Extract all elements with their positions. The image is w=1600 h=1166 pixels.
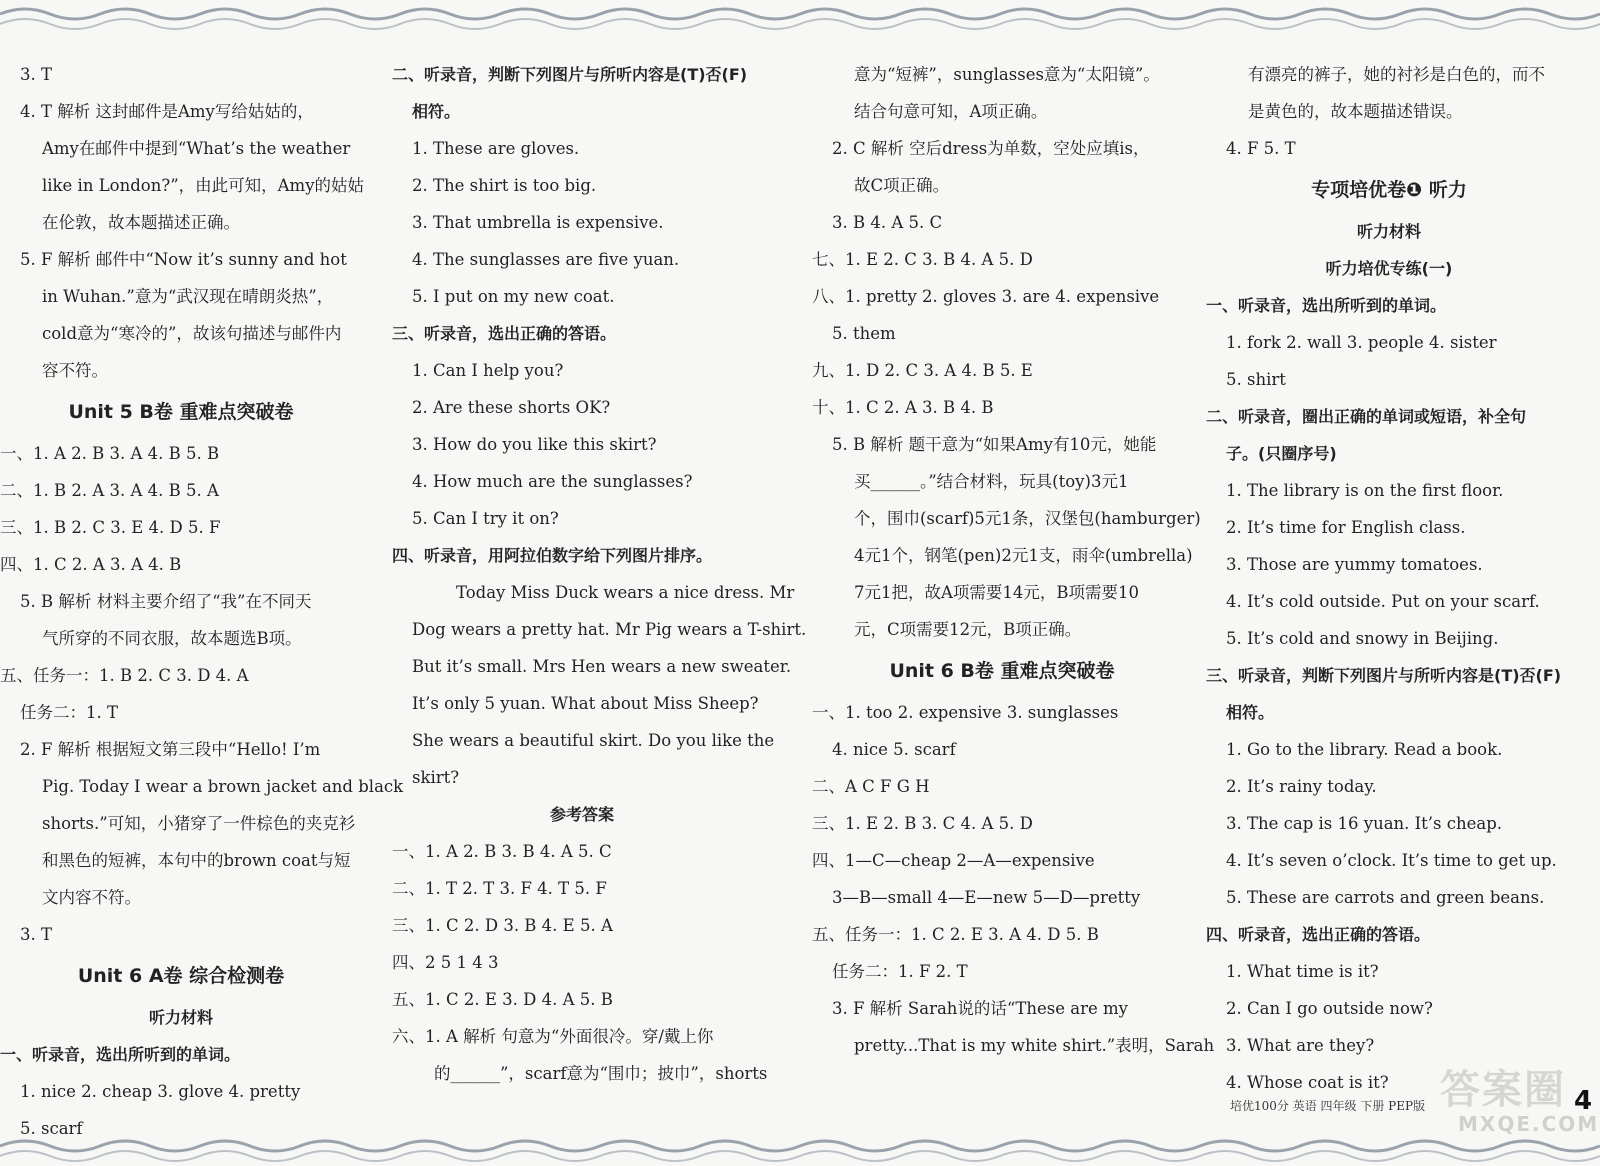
answer-line: 5. Can I try it on? <box>412 509 559 528</box>
answer-line: 1. What time is it? <box>1226 962 1379 981</box>
answer-line: 3. How do you like this skirt? <box>412 435 657 454</box>
section-instruction: 一、听录音，选出所听到的单词。 <box>0 1045 241 1064</box>
answer-line: 二、1. T 2. T 3. F 4. T 5. F <box>392 879 607 898</box>
answer-line: 4. F 5. T <box>1226 139 1296 158</box>
answer-line: 买______。”结合材料，玩具(toy)3元1 <box>854 472 1129 491</box>
answer-line: 在伦敦，故本题描述正确。 <box>42 213 240 232</box>
answer-line: 有漂亮的裤子，她的衬衫是白色的，而不 <box>1248 65 1545 84</box>
answer-line: 1. These are gloves. <box>412 139 580 158</box>
answer-line: 是黄色的，故本题描述错误。 <box>1248 102 1463 121</box>
answer-line: 气所穿的不同衣服，故本题选B项。 <box>42 629 302 648</box>
answer-line: 十、1. C 2. A 3. B 4. B <box>812 398 994 417</box>
answer-line: 八、1. pretty 2. gloves 3. are 4. expensive <box>812 287 1160 306</box>
section-instruction: 相符。 <box>412 102 461 121</box>
section-instruction: 子。(只圈序号) <box>1226 444 1337 463</box>
answer-line: skirt? <box>412 768 460 787</box>
answer-line: 四、1. C 2. A 3. A 4. B <box>0 555 182 574</box>
section-instruction: 二、听录音，圈出正确的单词或短语，补全句 <box>1206 407 1527 426</box>
watermark-url: MXQE.COM <box>1458 1112 1600 1136</box>
answer-line: 2. F 解析 根据短文第三段中“Hello! I’m <box>20 740 321 759</box>
answer-line: 2. It’s time for English class. <box>1226 518 1466 537</box>
answer-line: Today Miss Duck wears a nice dress. Mr <box>456 583 795 602</box>
answer-line: 文内容不符。 <box>42 888 141 907</box>
answer-column-4 <box>1206 56 1572 1101</box>
section-instruction: 一、听录音，选出所听到的单词。 <box>1206 296 1447 315</box>
answer-line: 2. C 解析 空后dress为单数，空处应填is， <box>832 139 1150 158</box>
answer-line: 五、任务一：1. C 2. E 3. A 4. D 5. B <box>812 925 1099 944</box>
answer-line: But it’s small. Mrs Hen wears a new sweater. <box>412 657 792 676</box>
answer-line: 二、1. B 2. A 3. A 4. B 5. A <box>0 481 219 500</box>
answer-line: 5. them <box>832 324 896 343</box>
answer-line: 3. B 4. A 5. C <box>832 213 943 232</box>
answer-line: 5. scarf <box>20 1119 83 1138</box>
answer-line: 5. It’s cold and snowy in Beijing. <box>1226 629 1499 648</box>
answer-line: 和黑色的短裤，本句中的brown coat与短 <box>42 851 351 870</box>
answer-line: 3. The cap is 16 yuan. It’s cheap. <box>1226 814 1503 833</box>
sub-heading: 听力材料 <box>1356 222 1421 241</box>
unit-heading: Unit 6 A卷 综合检测卷 <box>77 965 285 987</box>
answer-line: 4. How much are the sunglasses? <box>412 472 693 491</box>
answer-line: 4元1个，钢笔(pen)2元1支，雨伞(umbrella) <box>854 546 1193 565</box>
sub-heading: 听力培优专练(一) <box>1325 259 1453 278</box>
answer-line: It’s only 5 yuan. What about Miss Sheep? <box>412 694 759 713</box>
answer-line: 容不符。 <box>42 361 108 380</box>
top-wave-border <box>0 0 1600 40</box>
unit-heading: Unit 5 B卷 重难点突破卷 <box>68 401 294 423</box>
answer-line: 故C项正确。 <box>854 176 950 195</box>
answer-line: 4. The sunglasses are five yuan. <box>412 250 680 269</box>
answer-line: 3. Those are yummy tomatoes. <box>1226 555 1483 574</box>
section-instruction: 二、听录音，判断下列图片与所听内容是(T)否(F) <box>392 65 748 84</box>
answer-line: shorts.”可知，小猪穿了一件棕色的夹克衫 <box>42 814 356 833</box>
answer-column-2 <box>392 56 807 1092</box>
answer-line: 2. Can I go outside now? <box>1226 999 1433 1018</box>
watermark-logo: 答案圈 <box>1440 1067 1566 1113</box>
answer-line: 1. fork 2. wall 3. people 4. sister <box>1226 333 1497 352</box>
answer-line: 个，围巾(scarf)5元1条，汉堡包(hamburger) <box>854 509 1201 528</box>
answer-line: 结合句意可知，A项正确。 <box>854 102 1048 121</box>
answer-line: cold意为“寒冷的”，故该句描述与邮件内 <box>42 324 342 343</box>
answer-line: 一、1. A 2. B 3. B 4. A 5. C <box>392 842 612 861</box>
answer-line: 七、1. E 2. C 3. B 4. A 5. D <box>812 250 1033 269</box>
answer-line: 5. F 解析 邮件中“Now it’s sunny and hot <box>20 250 347 269</box>
answer-line: 3. F 解析 Sarah说的话“These are my <box>832 999 1128 1018</box>
answer-line: 3. That umbrella is expensive. <box>412 213 664 232</box>
answer-line: 五、1. C 2. E 3. D 4. A 5. B <box>392 990 613 1009</box>
answer-line: 7元1把，故A项需要14元，B项需要10 <box>854 583 1140 602</box>
answer-line: pretty...That is my white shirt.”表明，Sarah <box>854 1036 1215 1055</box>
answer-line: 5. B 解析 材料主要介绍了“我”在不同天 <box>20 592 312 611</box>
answer-line: 5. I put on my new coat. <box>412 287 615 306</box>
answer-line: 1. Go to the library. Read a book. <box>1226 740 1503 759</box>
section-instruction: 三、听录音，判断下列图片与所听内容是(T)否(F) <box>1206 666 1562 685</box>
answer-column-3 <box>812 56 1215 1064</box>
unit-heading: 专项培优卷❶ 听力 <box>1311 179 1467 201</box>
answer-line: 2. It’s rainy today. <box>1226 777 1377 796</box>
answer-line: 4. T 解析 这封邮件是Amy写给姑姑的， <box>20 102 314 121</box>
section-instruction: 四、听录音，用阿拉伯数字给下列图片排序。 <box>392 546 713 565</box>
sub-heading: 参考答案 <box>549 805 614 824</box>
answer-line: 3—B—small 4—E—new 5—D—pretty <box>832 888 1141 907</box>
answer-line: 任务二：1. T <box>20 703 118 722</box>
answer-line: 5. shirt <box>1226 370 1286 389</box>
unit-heading: Unit 6 B卷 重难点突破卷 <box>889 660 1115 682</box>
answer-line: Dog wears a pretty hat. Mr Pig wears a T-shirt. <box>412 620 807 639</box>
answer-line: 三、1. B 2. C 3. E 4. D 5. F <box>0 518 221 537</box>
answer-line: Amy在邮件中提到“What’s the weather <box>42 139 351 158</box>
sub-heading: 听力材料 <box>148 1008 213 1027</box>
answer-line: 2. The shirt is too big. <box>412 176 597 195</box>
answer-line: 二、A C F G H <box>812 777 930 796</box>
answer-line: 五、任务一：1. B 2. C 3. D 4. A <box>0 666 249 685</box>
answer-line: like in London?”，由此可知，Amy的姑姑 <box>42 176 365 195</box>
answer-column-1 <box>0 56 404 1147</box>
answer-line: 4. It’s seven o’clock. It’s time to get up. <box>1226 851 1557 870</box>
answer-line: Pig. Today I wear a brown jacket and black <box>42 777 404 796</box>
answer-line: 2. Are these shorts OK? <box>412 398 611 417</box>
answer-line: 九、1. D 2. C 3. A 4. B 5. E <box>812 361 1033 380</box>
section-instruction: 相符。 <box>1226 703 1275 722</box>
answer-line: She wears a beautiful skirt. Do you like the <box>412 731 775 750</box>
answer-line: 4. It’s cold outside. Put on your scarf. <box>1226 592 1540 611</box>
answer-line: 3. T <box>20 925 52 944</box>
answer-line: 5. B 解析 题干意为“如果Amy有10元，她能 <box>832 435 1157 454</box>
answer-line: 四、2 5 1 4 3 <box>392 953 499 972</box>
answer-line: 1. Can I help you? <box>412 361 564 380</box>
answer-line: 六、1. A 解析 句意为“外面很冷。穿/戴上你 <box>392 1027 714 1046</box>
answer-line: 意为“短裤”，sunglasses意为“太阳镜”。 <box>854 65 1160 84</box>
answer-line: 4. Whose coat is it? <box>1226 1073 1389 1092</box>
answer-line: 任务二：1. F 2. T <box>832 962 968 981</box>
page-footer: 培优100分 英语 四年级 下册 PEP版 <box>1230 1099 1426 1113</box>
answer-line: 5. These are carrots and green beans. <box>1226 888 1545 907</box>
answer-line: 3. What are they? <box>1226 1036 1375 1055</box>
answer-line: 四、1—C—cheap 2—A—expensive <box>812 851 1095 870</box>
answer-line: 三、1. E 2. B 3. C 4. A 5. D <box>812 814 1033 833</box>
answer-line: 三、1. C 2. D 3. B 4. E 5. A <box>392 916 613 935</box>
answer-line: 1. The library is on the first floor. <box>1226 481 1504 500</box>
answer-line: 1. nice 2. cheap 3. glove 4. pretty <box>20 1082 301 1101</box>
answer-line: 的______”，scarf意为“围巾；披巾”，shorts <box>434 1064 768 1083</box>
page-number: 4 <box>1574 1086 1593 1116</box>
section-instruction: 四、听录音，选出正确的答语。 <box>1206 925 1431 944</box>
answer-line: 4. nice 5. scarf <box>832 740 956 759</box>
answer-line: 3. T <box>20 65 52 84</box>
answer-line: 一、1. A 2. B 3. A 4. B 5. B <box>0 444 220 463</box>
answer-line: in Wuhan.”意为“武汉现在晴朗炎热”， <box>42 287 334 306</box>
answer-line: 元，C项需要12元，B项正确。 <box>854 620 1082 639</box>
answer-line: 一、1. too 2. expensive 3. sunglasses <box>812 703 1119 722</box>
section-instruction: 三、听录音，选出正确的答语。 <box>392 324 617 343</box>
